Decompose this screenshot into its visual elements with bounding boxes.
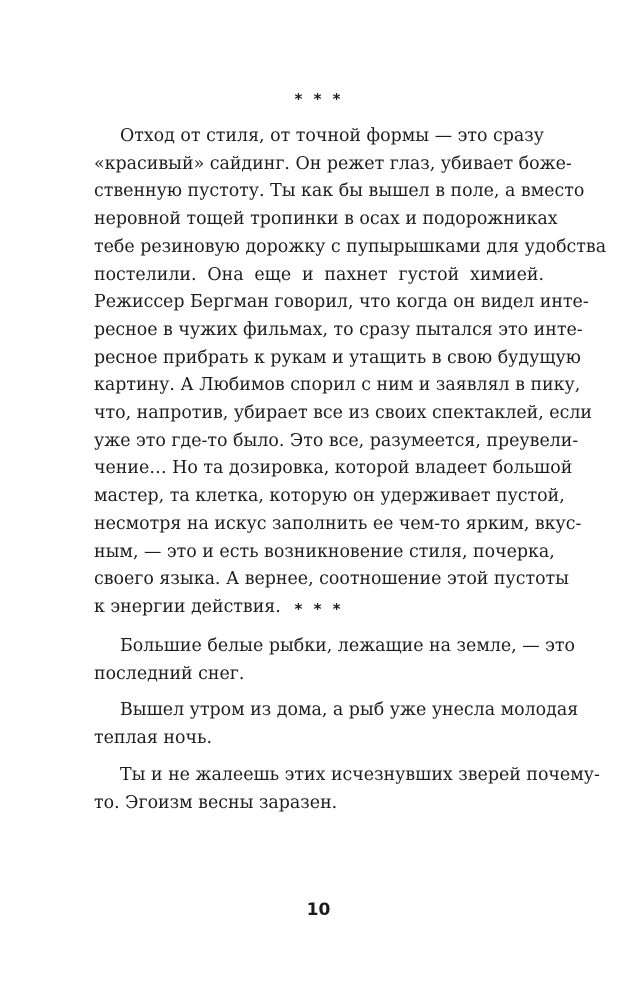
text-line: что, напротив, убирает все из своих спектаклей, если	[94, 403, 592, 424]
text-line: чение… Но та дозировка, которой владеет большой	[94, 458, 573, 479]
page-number: 10	[306, 900, 331, 920]
paragraph-morning	[94, 697, 579, 752]
paragraph-spring	[94, 762, 600, 817]
text-line: «красивый» сайдинг. Он режет глаз, убивает боже-	[94, 153, 572, 174]
text-line: тебе резиновую дорожку с пупырышками для удобства	[94, 236, 607, 257]
section-second	[94, 594, 600, 817]
text-line: теплая ночь.	[94, 728, 212, 749]
text-line: Ты и не жалеешь этих исчезнувших зверей почему-	[120, 764, 600, 785]
text-line: то. Эгоизм весны заразен.	[94, 792, 338, 813]
text-line: ресное в чужих фильмах, то сразу пытался это инте-	[94, 319, 583, 340]
text-line: постелили. Она еще и пахнет густой химией.	[94, 264, 544, 285]
text-line: неровной тощей тропинки в осах и подорожниках	[94, 209, 558, 230]
text-line: к энергии действия.	[94, 596, 281, 617]
text-line: Большие белые рыбки, лежащие на земле, — это	[120, 636, 575, 656]
text-line: Режиссер Бергман говорил, что когда он видел инте-	[94, 292, 589, 313]
paragraph-style	[94, 123, 607, 622]
text-line: картину. А Любимов спорил с ним и заявлял в пику,	[94, 375, 581, 396]
paragraph-snow	[94, 633, 575, 688]
text-line: несмотря на искус заполнить ее чем-то ярким, вкус-	[94, 513, 582, 534]
text-line: Вышел утром из дома, а рыб уже унесла молодая	[120, 700, 579, 721]
text-line: ным, — это и есть возникновение стиля, почерка,	[94, 541, 555, 562]
text-line: Отход от стиля, от точной формы — это сразу	[120, 126, 544, 146]
section-separator: * * *	[294, 90, 344, 108]
text-line: ственную пустоту. Ты как бы вышел в поле, а вместо	[94, 181, 585, 202]
text-line: уже это где-то было. Это все, разумеется, преувели-	[94, 430, 579, 451]
section-first	[94, 84, 607, 622]
text-line: своего языка. А вернее, соотношение этой пустоты	[94, 569, 570, 590]
text-line: мастер, та клетка, которую он удерживает пустой,	[94, 486, 565, 507]
section-separator: * * *	[294, 600, 344, 618]
text-line: последний снег.	[94, 663, 245, 684]
text-line: ресное прибрать к рукам и утащить в свою будущую	[94, 347, 581, 368]
